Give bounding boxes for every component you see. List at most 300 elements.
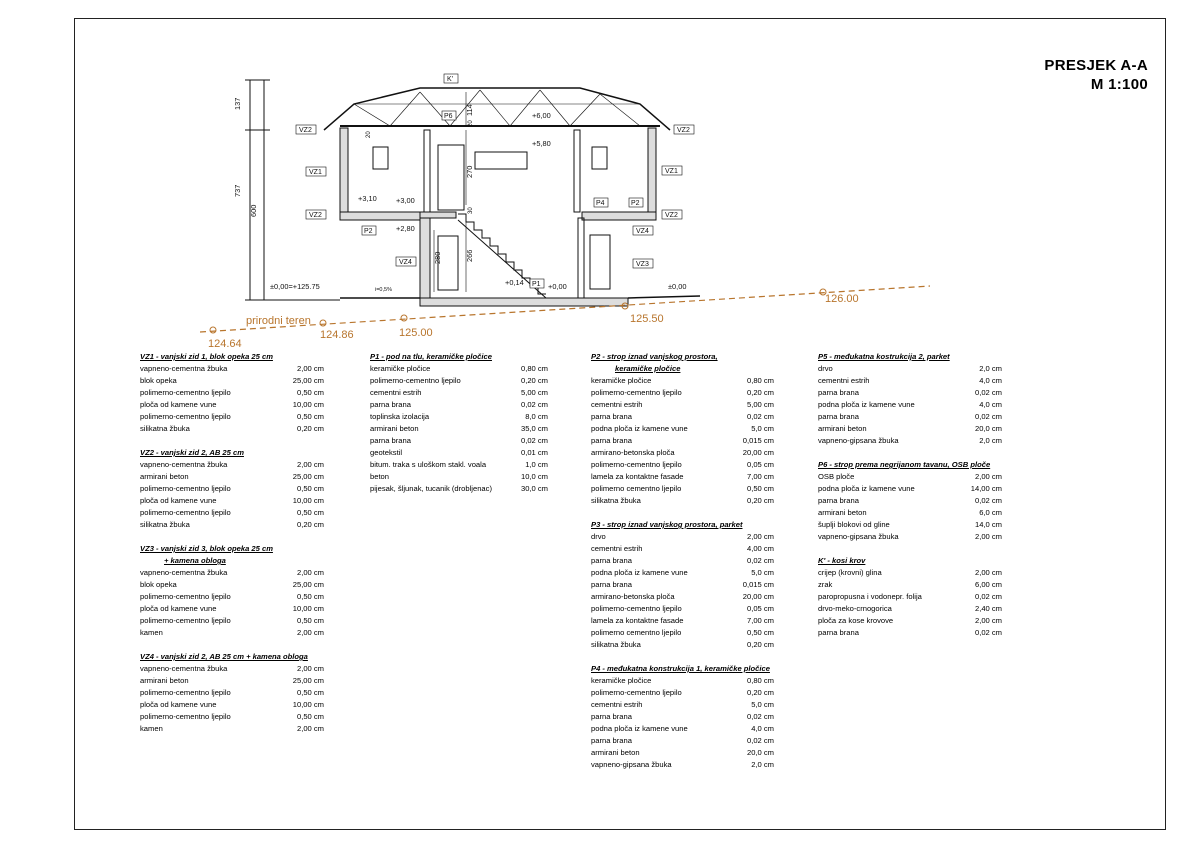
- wall-tag-vz1: [662, 166, 682, 175]
- spec-layer-row: [140, 567, 324, 579]
- layer-thickness: 20,00 cm: [742, 448, 774, 457]
- spec-layer-row: [818, 411, 1002, 423]
- layer-thickness: 25,00 cm: [292, 676, 324, 685]
- layer-material: parna brana: [370, 436, 411, 445]
- layer-thickness: 0,015 cm: [742, 580, 774, 589]
- spec-layer-row: [370, 411, 548, 423]
- layer-thickness: 2,00 cm: [974, 472, 1002, 481]
- layer-material: ploča za kose krovove: [818, 616, 894, 625]
- layer-material: cementni estrih: [591, 400, 643, 409]
- layer-thickness: 8,0 cm: [525, 412, 548, 421]
- spec-layer-row: [591, 555, 774, 567]
- layer-thickness: 0,50 cm: [296, 484, 324, 493]
- elevation-label: +2,80: [396, 224, 415, 233]
- wall-tag-vz2: [306, 210, 326, 219]
- spec-layer-row: [140, 615, 324, 627]
- spec-layer-row: [140, 675, 324, 687]
- spec-layer-row: [591, 711, 774, 723]
- spec-layer-row: [370, 459, 548, 471]
- layer-thickness: 0,80 cm: [746, 676, 774, 685]
- svg-text:P4: P4: [596, 200, 605, 207]
- layer-thickness: 0,20 cm: [746, 388, 774, 397]
- layer-thickness: 0,50 cm: [296, 388, 324, 397]
- floor-tag-p2: [362, 226, 376, 235]
- spec-layer-row: [591, 435, 774, 447]
- floor-tag-p1: [530, 279, 544, 288]
- roof-outline: [324, 88, 670, 130]
- wall-tag-vz4: [633, 226, 653, 235]
- slab-terrace-left: [340, 212, 420, 220]
- terrain-level: 125.00: [399, 327, 433, 339]
- terrain-point: [401, 315, 407, 321]
- layer-material: polimerno-cementno ljepilo: [140, 484, 231, 493]
- spec-heading: P6 - strop prema negrijanom tavanu, OSB ploče: [818, 460, 991, 469]
- layer-thickness: 0,02 cm: [974, 628, 1002, 637]
- layer-thickness: 6,0 cm: [979, 508, 1002, 517]
- spec-layer-row: [140, 423, 324, 435]
- spec-layer-row: [140, 507, 324, 519]
- spec-heading: VZ2 - vanjski zid 2, AB 25 cm: [140, 448, 244, 457]
- layer-material: polimerno-cementno ljepilo: [370, 376, 461, 385]
- spec-layer-row: [591, 747, 774, 759]
- floor-tag-p6: [442, 111, 456, 120]
- layer-thickness: 5,00 cm: [746, 400, 774, 409]
- layer-thickness: 20,0 cm: [974, 424, 1002, 433]
- layer-thickness: 2,00 cm: [296, 568, 324, 577]
- layer-material: ploča od kamene vune: [140, 604, 217, 613]
- spec-layer-row: [818, 567, 1002, 579]
- spec-layer-row: [370, 447, 548, 459]
- spec-layer-row: [591, 411, 774, 423]
- layer-material: polimerno-cementno ljepilo: [140, 688, 231, 697]
- layer-material: vapneno-cementna žbuka: [140, 364, 228, 373]
- terrain-level: 124.64: [208, 338, 242, 350]
- layer-thickness: 0,50 cm: [296, 592, 324, 601]
- layer-material: vapneno-gipsana žbuka: [818, 532, 899, 541]
- layer-material: parna brana: [818, 388, 859, 397]
- layer-material: podna ploča iz kamene vune: [818, 400, 915, 409]
- spec-layer-row: [591, 531, 774, 543]
- spec-heading: P3 - strop iznad vanjskog prostora, parket: [591, 520, 743, 529]
- layer-material: šuplji blokovi od gline: [818, 520, 890, 529]
- layer-material: armirano-betonska ploča: [591, 448, 675, 457]
- elevation-label: +6,00: [532, 111, 551, 120]
- layer-thickness: 4,0 cm: [979, 376, 1002, 385]
- layer-thickness: 0,20 cm: [746, 496, 774, 505]
- layer-thickness: 10,0 cm: [520, 472, 548, 481]
- spec-heading: VZ3 - vanjski zid 3, blok opeka 25 cm: [140, 544, 273, 553]
- layer-material: zrak: [818, 580, 833, 589]
- layer-thickness: 4,0 cm: [751, 724, 774, 733]
- spec-layer-row: [140, 711, 324, 723]
- spec-layer-row: [591, 459, 774, 471]
- layer-thickness: 5,00 cm: [520, 388, 548, 397]
- spec-layer-row: [140, 699, 324, 711]
- layer-material: keramičke pločice: [591, 376, 652, 385]
- layer-thickness: 2,00 cm: [974, 568, 1002, 577]
- svg-text:VZ4: VZ4: [636, 228, 649, 235]
- spec-layer-row: [140, 663, 324, 675]
- dimension-text: 137: [233, 97, 242, 110]
- spec-layer-row: [140, 411, 324, 423]
- layer-material: podna ploča iz kamene vune: [818, 484, 915, 493]
- wall-tag-vz3: [633, 259, 653, 268]
- spec-layer-row: [140, 687, 324, 699]
- layer-material: parna brana: [818, 628, 859, 637]
- dimension-text: 266: [465, 249, 474, 262]
- svg-text:VZ3: VZ3: [636, 261, 649, 268]
- spec-layer-row: [818, 387, 1002, 399]
- spec-layer-row: [818, 531, 1002, 543]
- dimension-text: 737: [233, 184, 242, 197]
- svg-text:K': K': [447, 76, 454, 83]
- layer-thickness: 0,50 cm: [296, 712, 324, 721]
- spec-layer-row: [140, 579, 324, 591]
- layer-thickness: 0,02 cm: [520, 400, 548, 409]
- spec-layer-row: [140, 387, 324, 399]
- layer-thickness: 0,02 cm: [746, 412, 774, 421]
- layer-thickness: 0,05 cm: [746, 604, 774, 613]
- terrain-point: [210, 327, 216, 333]
- layer-thickness: 2,00 cm: [974, 532, 1002, 541]
- layer-material: vapneno-gipsana žbuka: [818, 436, 899, 445]
- layer-material: polimerno-cementno ljepilo: [591, 460, 682, 469]
- spec-layer-row: [140, 471, 324, 483]
- layer-thickness: 5,0 cm: [751, 700, 774, 709]
- spec-layer-row: [140, 363, 324, 375]
- layer-thickness: 2,00 cm: [974, 616, 1002, 625]
- spec-layer-row: [591, 627, 774, 639]
- spec-layer-row: [591, 543, 774, 555]
- spec-layer-row: [591, 387, 774, 399]
- spec-layer-row: [140, 603, 324, 615]
- spec-layer-row: [591, 483, 774, 495]
- layer-material: polimerno-cementno ljepilo: [140, 616, 231, 625]
- svg-text:VZ1: VZ1: [665, 168, 678, 175]
- layer-material: vapneno-cementna žbuka: [140, 568, 228, 577]
- layer-material: cementni estrih: [818, 376, 870, 385]
- layer-material: toplinska izolacija: [370, 412, 430, 421]
- spec-layer-row: [140, 399, 324, 411]
- layer-thickness: 25,00 cm: [292, 580, 324, 589]
- layer-thickness: 0,50 cm: [296, 508, 324, 517]
- spec-layer-row: [818, 603, 1002, 615]
- spec-layer-row: [591, 495, 774, 507]
- spec-layer-row: [591, 567, 774, 579]
- wall-lower-right: [578, 218, 584, 300]
- spec-heading: VZ1 - vanjski zid 1, blok opeka 25 cm: [140, 352, 273, 361]
- layer-thickness: 5,0 cm: [751, 424, 774, 433]
- spec-layer-row: [818, 375, 1002, 387]
- elevation-label: +0,00: [548, 282, 567, 291]
- layer-material: armirani beton: [140, 676, 189, 685]
- cross-section-drawing: [0, 0, 1200, 350]
- layer-material: parna brana: [818, 496, 859, 505]
- spec-layer-row: [370, 435, 548, 447]
- layer-material: parna brana: [818, 412, 859, 421]
- layer-material: armirani beton: [370, 424, 419, 433]
- layer-material: parna brana: [370, 400, 411, 409]
- layer-material: blok opeka: [140, 376, 177, 385]
- spec-layer-row: [140, 519, 324, 531]
- wall-left-upper: [340, 128, 348, 216]
- dimension-text: 30: [468, 207, 474, 214]
- dimension-text: 20: [366, 131, 372, 138]
- section-title: PRESJEK A-A: [1044, 57, 1148, 74]
- layer-material: parna brana: [591, 436, 632, 445]
- layer-thickness: 1,0 cm: [525, 460, 548, 469]
- layer-thickness: 0,02 cm: [746, 736, 774, 745]
- spec-layer-row: [140, 627, 324, 639]
- window-middle: [475, 152, 527, 169]
- layer-material: armirani beton: [818, 508, 867, 517]
- layer-material: blok opeka: [140, 580, 177, 589]
- dimension-text: 20: [468, 120, 474, 127]
- layer-material: drvo-meko-crnogorica: [818, 604, 892, 613]
- layer-thickness: 2,00 cm: [296, 460, 324, 469]
- spec-layer-row: [591, 579, 774, 591]
- spec-layer-row: [818, 483, 1002, 495]
- spec-layer-row: [818, 363, 1002, 375]
- layer-thickness: 0,20 cm: [296, 424, 324, 433]
- layer-material: bitum. traka s uloškom stakl. voala: [370, 460, 487, 469]
- spec-layer-row: [591, 447, 774, 459]
- layer-material: parna brana: [591, 556, 632, 565]
- layer-thickness: 0,50 cm: [296, 412, 324, 421]
- layer-material: cementni estrih: [591, 700, 643, 709]
- layer-material: drvo: [818, 364, 833, 373]
- layer-material: parna brana: [591, 580, 632, 589]
- layer-material: ploča od kamene vune: [140, 700, 217, 709]
- spec-heading: VZ4 - vanjski zid 2, AB 25 cm + kamena obloga: [140, 652, 308, 661]
- layer-material: paropropusna i vodonepr. folija: [818, 592, 922, 601]
- spec-heading: P5 - međukatna kostrukcija 2, parket: [818, 352, 950, 361]
- svg-text:P2: P2: [631, 200, 640, 207]
- layer-thickness: 25,00 cm: [292, 472, 324, 481]
- spec-layer-row: [818, 615, 1002, 627]
- layer-material: geotekstil: [370, 448, 403, 457]
- svg-text:VZ4: VZ4: [399, 259, 412, 266]
- spec-layer-row: [591, 423, 774, 435]
- layer-thickness: 0,50 cm: [746, 484, 774, 493]
- spec-layer-row: [818, 399, 1002, 411]
- svg-text:P2: P2: [364, 228, 373, 235]
- terrain-label: prirodni teren: [246, 315, 311, 327]
- layer-thickness: 0,01 cm: [520, 448, 548, 457]
- layer-thickness: 0,02 cm: [520, 436, 548, 445]
- layer-thickness: 2,00 cm: [296, 724, 324, 733]
- layer-thickness: 0,20 cm: [520, 376, 548, 385]
- layer-material: kamen: [140, 724, 163, 733]
- layer-material: polimerno-cementno ljepilo: [140, 412, 231, 421]
- spec-heading-continued: keramičke pločice: [615, 364, 681, 373]
- layer-thickness: 10,00 cm: [292, 496, 324, 505]
- spec-layer-row: [818, 507, 1002, 519]
- layer-material: polimerno-cementno ljepilo: [140, 712, 231, 721]
- spec-layer-row: [591, 723, 774, 735]
- roof-truss: [354, 90, 640, 126]
- layer-thickness: 2,0 cm: [751, 760, 774, 769]
- layer-thickness: 0,02 cm: [974, 412, 1002, 421]
- layer-material: silikatna žbuka: [140, 424, 190, 433]
- layer-thickness: 0,20 cm: [296, 520, 324, 529]
- window-right: [592, 147, 607, 169]
- dimension-text: 280: [433, 251, 442, 264]
- dimension-text: 600: [249, 204, 258, 217]
- layer-material: polimerno-cementno ljepilo: [591, 688, 682, 697]
- layer-material: vapneno-cementna žbuka: [140, 664, 228, 673]
- spec-heading: P4 - međukatna konstrukcija 1, keramičke pločice: [591, 664, 770, 673]
- spec-layer-row: [370, 363, 548, 375]
- layer-thickness: 4,0 cm: [979, 400, 1002, 409]
- layer-material: polimerno cementno ljepilo: [591, 484, 682, 493]
- layer-material: silikatna žbuka: [591, 496, 641, 505]
- layer-thickness: 14,0 cm: [974, 520, 1002, 529]
- layer-material: polimerno-cementno ljepilo: [140, 508, 231, 517]
- spec-layer-row: [591, 759, 774, 771]
- spec-layer-row: [370, 387, 548, 399]
- svg-text:P1: P1: [532, 281, 541, 288]
- svg-text:VZ2: VZ2: [299, 127, 312, 134]
- layer-thickness: 10,00 cm: [292, 604, 324, 613]
- layer-thickness: 20,0 cm: [746, 748, 774, 757]
- layer-thickness: 35,0 cm: [520, 424, 548, 433]
- spec-layer-row: [140, 723, 324, 735]
- layer-material: podna ploča iz kamene vune: [591, 424, 688, 433]
- terrain-level: 124.86: [320, 329, 354, 341]
- layer-material: armirani beton: [591, 748, 640, 757]
- layer-material: armirani beton: [140, 472, 189, 481]
- layer-material: armirano-betonska ploča: [591, 592, 675, 601]
- spec-layer-row: [818, 435, 1002, 447]
- spec-layer-row: [591, 687, 774, 699]
- layer-thickness: 2,00 cm: [296, 628, 324, 637]
- layer-thickness: 30,0 cm: [520, 484, 548, 493]
- spec-layer-row: [140, 591, 324, 603]
- inner-wall-left: [424, 130, 430, 212]
- spec-layer-row: [591, 615, 774, 627]
- inner-wall-right: [574, 130, 580, 212]
- layer-material: kamen: [140, 628, 163, 637]
- layer-material: keramičke pločice: [370, 364, 431, 373]
- layer-material: podna ploča iz kamene vune: [591, 568, 688, 577]
- spec-column-walls: [140, 351, 324, 735]
- layer-thickness: 2,40 cm: [974, 604, 1002, 613]
- layer-thickness: 25,00 cm: [292, 376, 324, 385]
- layer-material: parna brana: [591, 412, 632, 421]
- layer-thickness: 4,00 cm: [746, 544, 774, 553]
- layer-thickness: 0,80 cm: [520, 364, 548, 373]
- layer-material: polimerno-cementno ljepilo: [140, 592, 231, 601]
- spec-column-p1: [370, 351, 548, 495]
- layer-material: polimerno-cementno ljepilo: [591, 388, 682, 397]
- layer-material: parna brana: [591, 736, 632, 745]
- layer-material: vapneno-gipsana žbuka: [591, 760, 672, 769]
- spec-layer-row: [818, 579, 1002, 591]
- wall-right-upper: [648, 128, 656, 216]
- layer-thickness: 0,05 cm: [746, 460, 774, 469]
- layer-material: cementni estrih: [370, 388, 422, 397]
- spec-column-p2-p4: [591, 351, 774, 771]
- layer-thickness: 10,00 cm: [292, 700, 324, 709]
- layer-material: ploča od kamene vune: [140, 496, 217, 505]
- layer-material: ploča od kamene vune: [140, 400, 217, 409]
- layer-thickness: 2,00 cm: [296, 664, 324, 673]
- terrain-level: 125.50: [630, 313, 664, 325]
- layer-material: podna ploča iz kamene vune: [591, 724, 688, 733]
- ground-slab: [420, 298, 628, 306]
- layer-thickness: 0,20 cm: [746, 688, 774, 697]
- spec-layer-row: [818, 591, 1002, 603]
- layer-material: drvo: [591, 532, 606, 541]
- spec-layer-row: [591, 735, 774, 747]
- scale-label: M 1:100: [1090, 76, 1148, 93]
- layer-thickness: 0,015 cm: [742, 436, 774, 445]
- layer-material: keramičke pločice: [591, 676, 652, 685]
- layer-material: parna brana: [591, 712, 632, 721]
- spec-heading: K' - kosi krov: [818, 556, 866, 565]
- spec-layer-row: [818, 423, 1002, 435]
- wall-tag-vz2: [662, 210, 682, 219]
- layer-thickness: 20,00 cm: [742, 592, 774, 601]
- layer-material: silikatna žbuka: [140, 520, 190, 529]
- svg-text:P6: P6: [444, 113, 453, 120]
- elevation-label: +3,00: [396, 196, 415, 205]
- spec-layer-row: [591, 603, 774, 615]
- spec-layer-row: [818, 627, 1002, 639]
- floor-tag-k: [444, 74, 458, 83]
- svg-text:VZ2: VZ2: [677, 127, 690, 134]
- layer-thickness: 7,00 cm: [746, 472, 774, 481]
- dimension-text: 270: [465, 165, 474, 178]
- layer-thickness: 6,00 cm: [974, 580, 1002, 589]
- layer-thickness: 2,0 cm: [979, 436, 1002, 445]
- floor-tag-p4: [594, 198, 608, 207]
- layer-thickness: 2,00 cm: [746, 532, 774, 541]
- spec-layer-row: [591, 375, 774, 387]
- layer-material: polimerno-cementno ljepilo: [140, 388, 231, 397]
- svg-text:VZ2: VZ2: [665, 212, 678, 219]
- layer-thickness: 2,0 cm: [979, 364, 1002, 373]
- floor-tag-p2: [629, 198, 643, 207]
- spec-layer-row: [370, 375, 548, 387]
- layer-thickness: 14,00 cm: [970, 484, 1002, 493]
- spec-layer-row: [591, 675, 774, 687]
- layer-material: vapneno-cementna žbuka: [140, 460, 228, 469]
- svg-text:VZ1: VZ1: [309, 169, 322, 176]
- layer-material: polimerno cementno ljepilo: [591, 628, 682, 637]
- dimension-text: 114: [465, 104, 474, 116]
- spec-layer-row: [140, 483, 324, 495]
- elevation-label: ±0,00: [668, 282, 687, 291]
- spec-layer-row: [591, 591, 774, 603]
- layer-material: beton: [370, 472, 390, 481]
- layer-material: silikatna žbuka: [591, 640, 641, 649]
- layer-thickness: 0,50 cm: [296, 688, 324, 697]
- wall-tag-vz2: [296, 125, 316, 134]
- spec-column-p5-k: [818, 351, 1002, 639]
- elevation-label: +3,10: [358, 194, 377, 203]
- layer-material: polimerno-cementno ljepilo: [591, 604, 682, 613]
- spec-layer-row: [370, 399, 548, 411]
- terrain-point: [320, 320, 326, 326]
- spec-heading: P1 - pod na tlu, keramičke pločice: [370, 352, 492, 361]
- layer-thickness: 0,50 cm: [746, 628, 774, 637]
- wall-tag-vz2: [674, 125, 694, 134]
- layer-thickness: 0,02 cm: [974, 496, 1002, 505]
- door-upper: [438, 145, 464, 210]
- spec-layer-row: [591, 399, 774, 411]
